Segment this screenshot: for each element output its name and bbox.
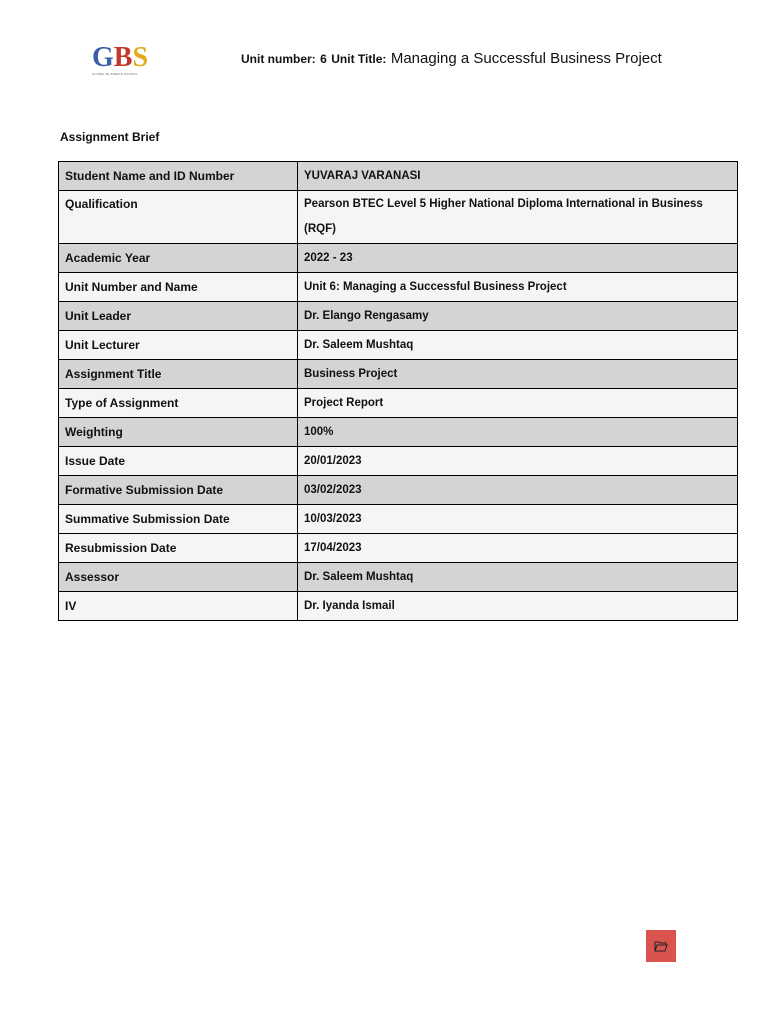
row-value: Unit 6: Managing a Successful Business Project [298, 273, 738, 302]
gbs-logo [92, 44, 166, 78]
logo-letter-b: B [113, 42, 133, 73]
row-value: Project Report [298, 389, 738, 418]
row-key: Summative Submission Date [59, 505, 298, 534]
table-row [59, 389, 738, 418]
page-header [241, 50, 662, 68]
table-row [59, 273, 738, 302]
logo-letters [92, 44, 166, 72]
table-row [59, 592, 738, 621]
row-value: 20/01/2023 [298, 447, 738, 476]
row-key: Formative Submission Date [59, 476, 298, 505]
row-value: 2022 - 23 [298, 244, 738, 273]
open-folder-button[interactable] [646, 930, 676, 962]
unit-number-label: Unit number: [241, 52, 316, 66]
logo-letter-s: S [132, 42, 149, 73]
logo-tagline: GLOBAL BUSINESS SCHOOL [92, 72, 138, 76]
logo-letter-g: G [92, 42, 114, 73]
row-key: Weighting [59, 418, 298, 447]
row-key: Type of Assignment [59, 389, 298, 418]
row-value: 100% [298, 418, 738, 447]
table-row [59, 331, 738, 360]
row-value: Dr. Elango Rengasamy [298, 302, 738, 331]
row-value: Business Project [298, 360, 738, 389]
unit-title-label: Unit Title: [331, 52, 387, 66]
table-row [59, 191, 738, 244]
table-row [59, 505, 738, 534]
table-row [59, 563, 738, 592]
row-value: Dr. Iyanda Ismail [298, 592, 738, 621]
folder-open-icon [654, 940, 668, 952]
row-key: IV [59, 592, 298, 621]
table-row [59, 302, 738, 331]
row-key: Unit Leader [59, 302, 298, 331]
row-value: 10/03/2023 [298, 505, 738, 534]
row-key: Academic Year [59, 244, 298, 273]
table-row [59, 418, 738, 447]
table-row [59, 360, 738, 389]
row-value: 17/04/2023 [298, 534, 738, 563]
table-row [59, 244, 738, 273]
table-row [59, 534, 738, 563]
table-row [59, 476, 738, 505]
row-key: Qualification [59, 191, 298, 244]
row-key: Unit Number and Name [59, 273, 298, 302]
row-value: Pearson BTEC Level 5 Higher National Diploma International in Business (RQF) [298, 191, 738, 244]
row-key: Unit Lecturer [59, 331, 298, 360]
row-key: Issue Date [59, 447, 298, 476]
row-value: Dr. Saleem Mushtaq [298, 563, 738, 592]
assignment-brief-heading: Assignment Brief [60, 130, 160, 144]
table-row [59, 447, 738, 476]
unit-title-value: Managing a Successful Business Project [390, 50, 662, 67]
unit-number-value: 6 [320, 52, 327, 66]
row-key: Student Name and ID Number [59, 162, 298, 191]
row-value: Dr. Saleem Mushtaq [298, 331, 738, 360]
row-value: YUVARAJ VARANASI [298, 162, 738, 191]
row-key: Assignment Title [59, 360, 298, 389]
row-key: Assessor [59, 563, 298, 592]
row-key: Resubmission Date [59, 534, 298, 563]
row-value: 03/02/2023 [298, 476, 738, 505]
table-row [59, 162, 738, 191]
assignment-brief-table [58, 161, 738, 621]
